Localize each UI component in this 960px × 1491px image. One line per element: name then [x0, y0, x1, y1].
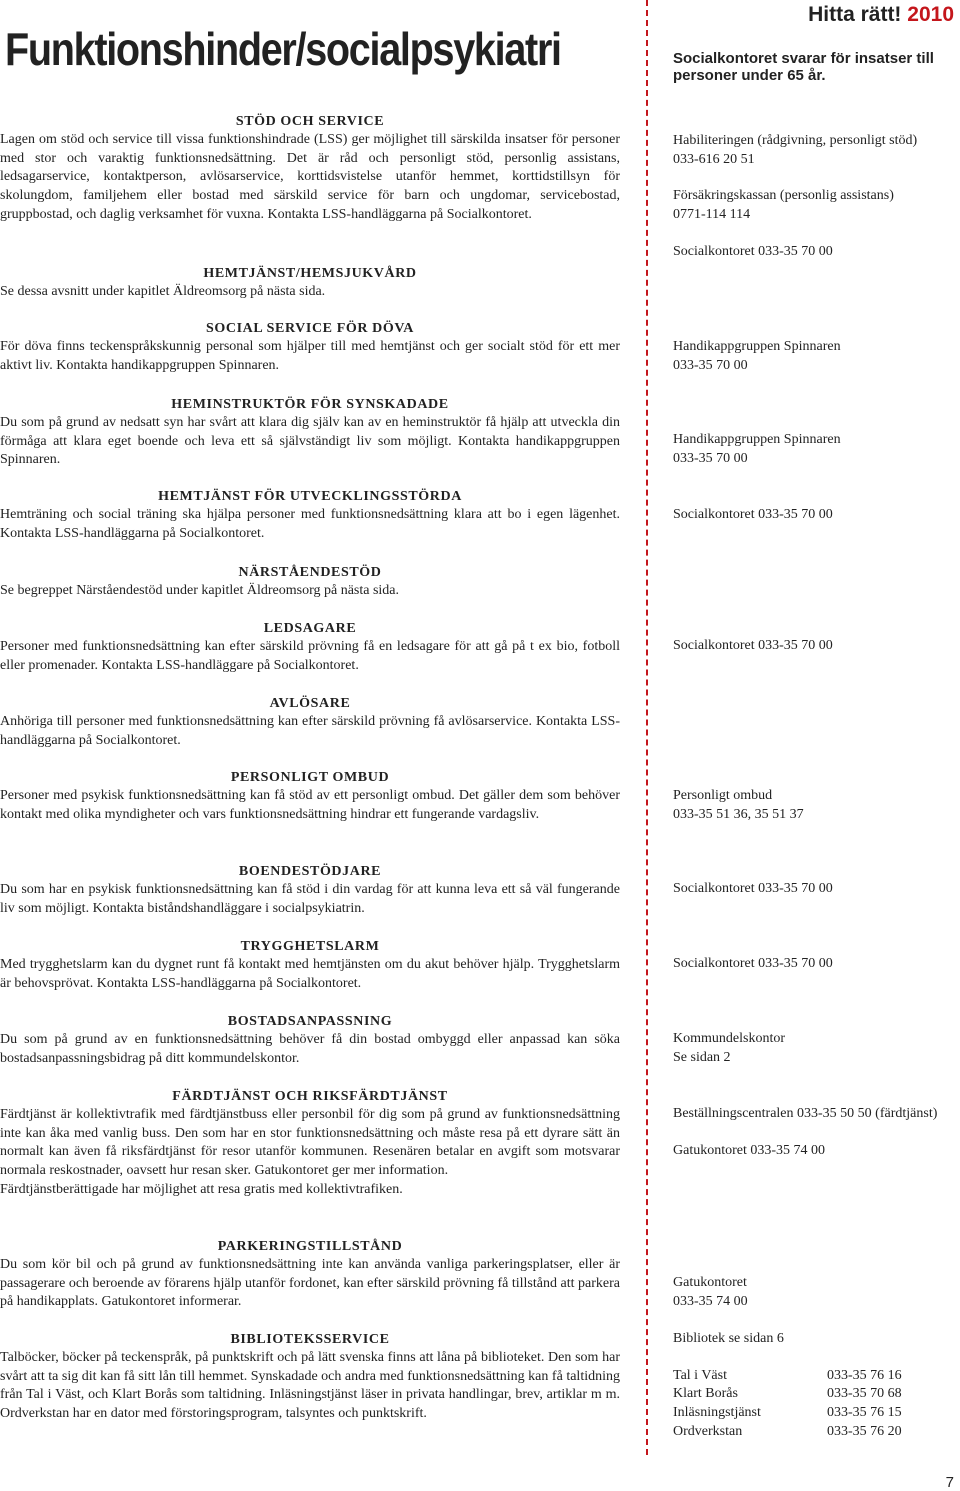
section-avlosare [0, 695, 620, 750]
contact-line: Socialkontoret 033-35 70 00 [673, 956, 833, 971]
contacts-boendestodjare [673, 880, 958, 899]
section-ledsagare [0, 620, 620, 675]
section-text: Du som har en psykisk funktionsnedsättning kan få stöd i din vardag för att kunna leva ett så väl fungerande liv som möjligt. Kontakta biståndshandläggare i socialpsykiatrin. [0, 882, 620, 916]
contact-name: Ordverkstan [673, 1423, 743, 1439]
section-heading: PARKERINGSTILLSTÅND [217, 1239, 403, 1254]
section-biblioteksservice [0, 1331, 620, 1424]
contacts-parkeringstillstand [673, 1274, 958, 1311]
section-heading: BIBLIOTEKSSERVICE [230, 1332, 390, 1347]
contact-phone: 033-35 70 68 [827, 1386, 902, 1402]
section-heminstruktor [0, 396, 620, 470]
contact-line: Socialkontoret 033-35 70 00 [673, 243, 833, 259]
section-heading: HEMTJÄNST FÖR UTVECKLINGSSTÖRDA [158, 489, 462, 504]
contact-phone: 033-35 76 15 [827, 1405, 902, 1421]
contact-line: Se sidan 2 [673, 1049, 731, 1065]
contact-phone: 033-35 76 20 [827, 1423, 902, 1439]
contact-line: Habiliteringen (rådgivning, personligt stöd) [673, 133, 918, 148]
section-bostadsanpassning [0, 1013, 620, 1068]
table-row [673, 1423, 902, 1442]
contacts-trygghetslarm [673, 955, 958, 974]
section-trygghetslarm [0, 938, 620, 993]
section-text: Lagen om stöd och service till vissa funktionshindrade (LSS) ger möjlighet till särskilda insatser för personer med stor och varaktig funktionsnedsättning. Det är råd och personligt stöd, personlig assistans, ledsagarservice, kontaktperson, avlösarservice, korttidsvistelse utanför hemmet, korttidstillsyn för skolungdom, familjehem eller bostad med särskild service för barn och ungdomar, servicebostad, gruppbostad, och daglig verksamhet för vuxna. Kontakta LSS-handläggarna på Socialkontoret. [0, 132, 620, 222]
contacts-personligt-ombud [673, 787, 958, 824]
section-text: Personer med funktionsnedsättning kan efter särskild prövning få en ledsagare för att gå på t ex bio, fotboll eller promenader. Kontakta LSS-handläggare på Socialkontoret. [0, 639, 620, 673]
section-parkeringstillstand [0, 1238, 620, 1312]
contacts-stod-och-service [673, 132, 958, 262]
section-heading: HEMTJÄNST/HEMSJUKVÅRD [203, 266, 417, 281]
section-hemtjanst-utvecklingsstorda [0, 488, 620, 543]
page-number: 7 [945, 1474, 954, 1491]
contact-name: Klart Borås [673, 1386, 738, 1402]
contact-line: Försäkringskassan (personlig assistans) [673, 188, 894, 204]
page-title: Funktionshinder/socialpsykiatri [5, 23, 561, 75]
contact-line: Gatukontoret 033-35 74 00 [673, 1142, 826, 1158]
section-stod-och-service [0, 113, 620, 225]
intro-text: Socialkontoret svarar för insatser till personer under 65 år. [673, 50, 934, 84]
contacts-social-service-dova [673, 338, 958, 375]
contact-name: Tal i Väst [673, 1367, 727, 1383]
table-row [673, 1404, 902, 1423]
contact-line: Beställningscentralen 033-35 50 50 (färdtjänst) [673, 1106, 938, 1121]
table-row [673, 1367, 902, 1386]
section-text: Talböcker, böcker på teckenspråk, på punktskrift och på lätt svenska finns att låna på biblioteket. Den som har svårt att ta sig dit kan få sitt lån till hemmet. Synskadade och andra med funktionsnedsättning kan få taltidning från Tal i Väst, och Klart Borås som taltidning. Inläsningstjänst läser in privata handlingar, brev, artiklar m m. Ordverkstan har en dator med förstoringsprogram, talsyntes och punktskrift. [0, 1350, 620, 1422]
contact-name: Inläsningstjänst [673, 1405, 761, 1421]
section-text: Med trygghetslarm kan du dygnet runt få kontakt med hemtjänsten om du akut behöver hjälp. Trygghetslarm är behovsprövat. Kontakta LSS-handläggarna på Socialkontoret. [0, 957, 620, 991]
contact-line: Socialkontoret 033-35 70 00 [673, 638, 833, 653]
section-text: Personer med psykisk funktionsnedsättning kan få stöd av ett personligt ombud. Det gäller dem som behöver kontakt med olika myndigheter och vars funktionsnedsättning hindrar ett fungerande vardagsliv. [0, 788, 620, 822]
table-row [673, 1385, 902, 1404]
section-heading: BOSTADSANPASSNING [227, 1014, 393, 1029]
contacts-heminstruktor [673, 431, 958, 468]
contact-line: 033-35 70 00 [673, 450, 748, 466]
section-personligt-ombud [0, 769, 620, 824]
contact-line: Bibliotek se sidan 6 [673, 1331, 784, 1346]
contact-line: Handikappgruppen Spinnaren [673, 432, 841, 447]
contacts-biblioteksservice [673, 1330, 958, 1442]
section-fardtjanst [0, 1088, 620, 1200]
section-heading: AVLÖSARE [269, 696, 351, 711]
section-text: Se begreppet Närståendestöd under kapitlet Äldreomsorg på nästa sida. [0, 583, 400, 598]
column-divider [646, 0, 648, 1455]
section-text: Du som på grund av nedsatt syn har svårt att klara dig själv kan av en heminstruktör få hjälp att utveckla din förmåga att klara eget boende och leva ett så självständigt liv som möjligt. Kontakta handikappgruppen Spinnaren. [0, 415, 620, 468]
section-text: Du som kör bil och på grund av funktionsnedsättning inte kan använda vanliga parkeringsplatser, eller är passagerare och beroende av förarens hjälp utanför fordonet, kan efter särskild prövning få tillstånd att parkera på handikapplats. Gatukontoret informerar. [0, 1257, 620, 1310]
section-heading: BOENDESTÖDJARE [238, 864, 382, 879]
contacts-ledsagare [673, 637, 958, 656]
contact-line: 033-35 70 00 [673, 357, 748, 373]
section-heading: PERSONLIGT OMBUD [230, 770, 390, 785]
contact-line: 033-35 51 36, 35 51 37 [673, 806, 804, 822]
section-text-2: Färdtjänstberättigade har möjlighet att resa gratis med kollektivtrafiken. [0, 1181, 403, 1197]
section-heading: STÖD OCH SERVICE [235, 114, 385, 129]
section-heading: LEDSAGARE [263, 621, 357, 636]
contact-phone: 033-35 76 16 [827, 1367, 902, 1383]
hitta-text: Hitta rätt! [808, 3, 902, 26]
section-text: Du som på grund av en funktionsnedsättning behöver få din bostad ombyggd eller anpassad kan söka bostadsanpassningsbidrag på ditt kommundelskontor. [0, 1032, 620, 1066]
contact-line: Personligt ombud [673, 788, 773, 803]
section-boendestodjare [0, 863, 620, 918]
library-contacts-table [673, 1367, 902, 1442]
year-label: 2010 [907, 3, 954, 26]
section-text: Färdtjänst är kollektivtrafik med färdtjänstbuss eller personbil för dig som på grund av funktionsnedsättning inte kan åka med vanlig buss. Den som har en stor funktionsnedsättning och måste resa på ett dyrare sätt än normalt kan även få riksfärdtjänst för resor utanför kommunen. Resenären betalar en avgift som motsvarar normala reskostnader, oavsett hur resan sker. Gatukontoret ger mer information. [0, 1107, 620, 1179]
contact-line: Handikappgruppen Spinnaren [673, 339, 841, 354]
section-heading: NÄRSTÅENDESTÖD [238, 565, 382, 580]
section-hemtjanst-hemsjukvard [0, 265, 620, 302]
section-heading: FÄRDTJÄNST OCH RIKSFÄRDTJÄNST [172, 1089, 448, 1104]
section-text: Anhöriga till personer med funktionsnedsättning kan efter särskild prövning få avlösarservice. Kontakta LSS-handläggarna på Socialkontoret. [0, 714, 620, 748]
contact-line: Kommundelskontor [673, 1031, 785, 1046]
contacts-bostadsanpassning [673, 1030, 958, 1067]
section-text: För döva finns teckenspråkskunnig personal som hjälper till med hemtjänst och ger socialt stöd för ett mer aktivt liv. Kontakta handikappgruppen Spinnaren. [0, 339, 620, 373]
contact-line: Socialkontoret 033-35 70 00 [673, 881, 833, 896]
section-text: Se dessa avsnitt under kapitlet Äldreomsorg på nästa sida. [0, 284, 326, 299]
contact-line: 033-616 20 51 [673, 151, 755, 167]
hitta-ratt-label [808, 3, 954, 27]
section-heading: HEMINSTRUKTÖR FÖR SYNSKADADE [171, 397, 449, 412]
contact-line: 0771-114 114 [673, 207, 751, 223]
section-heading: TRYGGHETSLARM [240, 939, 380, 954]
contact-line: 033-35 74 00 [673, 1293, 748, 1309]
contacts-hemtjanst-utvecklingsstorda [673, 506, 958, 525]
section-text: Hemträning och social träning ska hjälpa personer med funktionsnedsättning klara att bo i egen lägenhet. Kontakta LSS-handläggarna på Socialkontoret. [0, 507, 620, 541]
contact-line: Gatukontoret [673, 1275, 747, 1290]
section-social-service-dova [0, 320, 620, 375]
contact-line: Socialkontoret 033-35 70 00 [673, 507, 833, 522]
section-narstaendestod [0, 564, 620, 601]
contacts-fardtjanst [673, 1105, 945, 1160]
section-heading: SOCIAL SERVICE FÖR DÖVA [206, 321, 414, 336]
